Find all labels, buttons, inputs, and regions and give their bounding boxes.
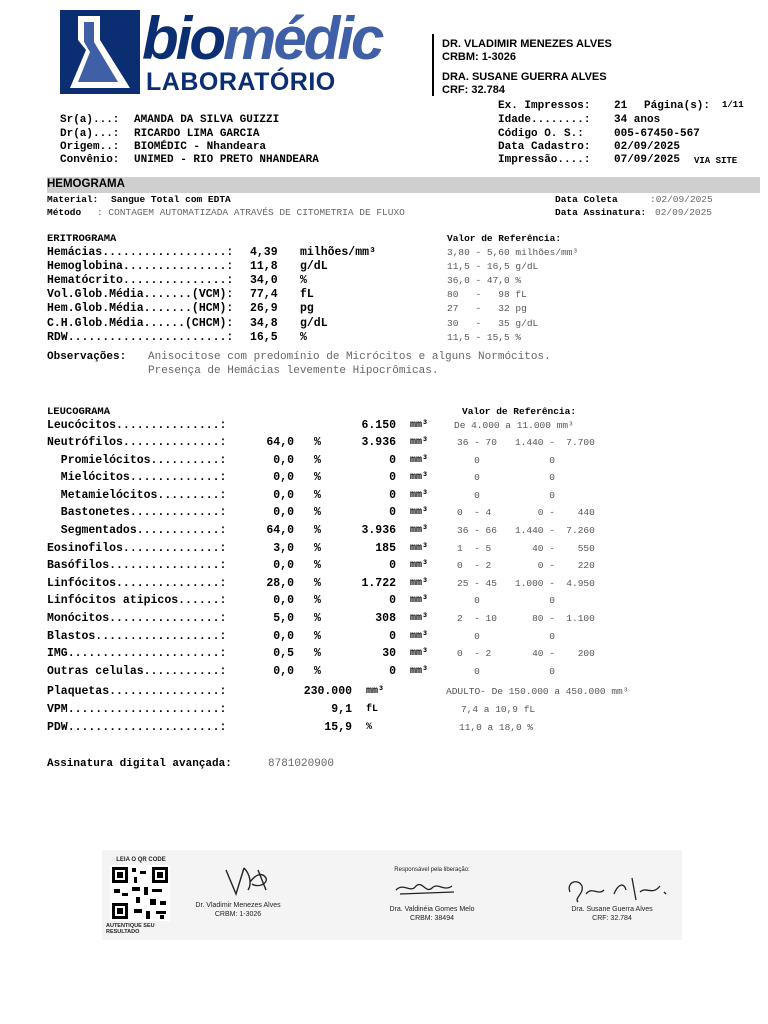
leucograma-row-ref-pct: 25 - 45 (457, 577, 497, 589)
doctor1-name: DR. VLADIMIR MENEZES ALVES (442, 38, 612, 50)
material-value: Sangue Total com EDTA (111, 194, 231, 205)
section-bar (47, 177, 760, 193)
leucograma-row-abs: 3.936 (361, 436, 396, 449)
leucograma-row-ref-pct: 0 (457, 630, 480, 642)
leucograma-row-abs: 0 (389, 594, 396, 608)
doctor-label: Dr(a)...: (60, 128, 120, 140)
leucograma-row-abs: 3.936 (361, 524, 396, 537)
plaquetas-row-value: 15,9 (324, 721, 352, 734)
eritrograma-row-label: Hemácias..................: (47, 246, 234, 259)
doctor1-reg: CRBM: 1-3026 (442, 51, 516, 63)
codigo-value: 005-67450-567 (614, 128, 700, 140)
sig3-name: Dra. Susane Guerra Alves (571, 906, 653, 913)
leucograma-row-label: Segmentados............: (47, 524, 227, 537)
leucograma-row-pct-symbol: % (314, 559, 321, 573)
leucograma-row-unit: mm³ (410, 630, 429, 642)
plaquetas-row-value: 230.000 (303, 685, 352, 698)
plaquetas-row-ref: 7,4 a 10,9 fL (461, 704, 536, 715)
sig1-reg: CRBM: 1-3026 (214, 911, 262, 918)
observacoes-label: Observações: (47, 351, 127, 363)
eritrograma-row-value: 16,5 (250, 330, 278, 344)
leucograma-row-unit: mm³ (410, 648, 429, 660)
leucograma-row-pct-symbol: % (314, 612, 321, 625)
eritrograma-row-ref: 11,5 - 15,5 % (447, 331, 522, 343)
ex-impressos-value: 21 (614, 100, 628, 112)
signature-valdineia-icon (394, 876, 460, 902)
leucograma-row-abs: 0 (389, 506, 396, 520)
leucograma-row-ref-abs: 40 - 200 (515, 648, 595, 660)
leucograma-row-unit: mm³ (410, 577, 429, 589)
data-assinatura-label: Data Assinatura: (555, 207, 647, 218)
leucograma-row-unit: mm³ (410, 437, 429, 448)
convenio-value: UNIMED - RIO PRETO NHANDEARA (134, 154, 319, 166)
leucograma-row-pct: 0,0 (273, 594, 294, 608)
leucograma-row-ref-abs: 0 (515, 595, 555, 607)
leucograma-row-abs: 0 (389, 488, 396, 502)
codigo-label: Código O. S.: (498, 128, 584, 140)
leucograma-row-pct: 0,0 (273, 471, 294, 485)
impressao-value: 07/09/2025 (614, 154, 681, 166)
eritrograma-row-label: Hematócrito...............: (47, 274, 234, 288)
leucograma-row-pct: 0,5 (273, 647, 294, 661)
leucograma-row-abs: 185 (375, 541, 396, 555)
ex-impressos-label: Ex. Impressos: (498, 100, 591, 112)
leucograma-title: LEUCOGRAMA (47, 406, 111, 418)
doctor2-name: DRA. SUSANE GUERRA ALVES (442, 71, 607, 83)
leucograma-row-pct: 5,0 (273, 612, 294, 625)
signature-susane-icon (564, 874, 674, 906)
convenio-label: Convênio: (60, 154, 120, 166)
plaquetas-row-ref: ADULTO- De 150.000 a 450.000 mm³ (446, 686, 629, 697)
data-coleta-value: :02/09/2025 (650, 194, 713, 205)
logo-medic-text: médic (222, 5, 382, 72)
exam-title: HEMOGRAMA (47, 178, 125, 190)
leucograma-row-pct: 64,0 (266, 524, 294, 537)
leucograma-row-pct-symbol: % (314, 664, 321, 678)
leucograma-row-pct-symbol: % (314, 576, 321, 590)
leucocitos-value: 6.150 (361, 419, 396, 432)
leucograma-row-label: Neutrófilos..............: (47, 436, 227, 449)
plaquetas-row-value: 9,1 (331, 703, 352, 716)
leucograma-row-pct: 0,0 (273, 664, 294, 678)
leucograma-row-unit: mm³ (410, 525, 429, 536)
eritrograma-row-value: 77,4 (250, 288, 278, 302)
eritrograma-row-label: C.H.Glob.Média......(CHCM): (47, 316, 234, 330)
responsavel-label: Responsável pela liberação: (394, 867, 470, 873)
patient-label: Sr(a)...: (60, 114, 120, 126)
leucograma-row-unit: mm³ (410, 560, 429, 572)
impressao-label: Impressão....: (498, 154, 591, 166)
qr-bottom-label: AUTENTIQUE SEU RESULTADO (106, 923, 155, 935)
leucograma-row-ref-abs: 40 - 550 (515, 542, 595, 554)
sig3-reg: CRF: 32.784 (592, 915, 632, 922)
qr-top-label: LEIA O QR CODE (116, 857, 166, 863)
leucograma-row-ref-pct: 0 (457, 454, 480, 466)
leucograma-row-pct: 0,0 (273, 506, 294, 520)
pagina-label: Página(s): (644, 100, 711, 112)
eritrograma-row-unit: pg (300, 302, 314, 316)
sig2-name: Dra. Valdinéia Gomes Melo (389, 906, 475, 913)
eritrograma-row-value: 11,8 (250, 260, 278, 274)
leucograma-row-abs: 0 (389, 629, 396, 643)
leucograma-row-unit: mm³ (410, 507, 429, 519)
leucograma-row-ref-pct: 0 (457, 665, 480, 677)
leucograma-row-label: Mielócitos.............: (47, 471, 227, 485)
metodo-value: : CONTAGEM AUTOMATIZADA ATRAVÉS DE CITOMETRIA DE FLUXO (97, 207, 405, 218)
leucograma-row-pct-symbol: % (314, 453, 321, 467)
origem-value: BIOMÉDIC - Nhandeara (134, 141, 267, 153)
qr-code-icon[interactable] (110, 865, 170, 921)
assinatura-digital-code: 8781020900 (268, 758, 335, 770)
leucograma-row-unit: mm³ (410, 454, 429, 466)
logo-laboratorio-text: LABORATÓRIO (146, 68, 336, 96)
leucograma-row-ref-pct: 36 - 66 (457, 525, 497, 536)
leucograma-row-label: Linfócitos atipicos......: (47, 594, 227, 608)
eritrograma-row-label: Hemoglobina...............: (47, 260, 234, 274)
eritrograma-row-value: 4,39 (250, 246, 278, 259)
eritrograma-row-unit: g/dL (300, 316, 328, 330)
eritrograma-row-label: RDW.......................: (47, 330, 234, 344)
leucograma-row-label: IMG......................: (47, 647, 227, 661)
assinatura-digital-label: Assinatura digital avançada: (47, 758, 232, 770)
leucograma-row-ref-abs: 0 (515, 630, 555, 642)
leucograma-row-label: Basófilos................: (47, 559, 227, 573)
leucograma-row-pct: 0,0 (273, 559, 294, 573)
plaquetas-row-unit: % (366, 722, 373, 733)
eritrograma-row-ref: 36,0 - 47,0 % (447, 275, 522, 287)
leucograma-row-label: Bastonetes.............: (47, 506, 227, 520)
data-coleta-label: Data Coleta (555, 194, 618, 205)
leucograma-row-pct-symbol: % (314, 647, 321, 661)
leucograma-row-ref-pct: 36 - 70 (457, 437, 497, 448)
leucograma-row-ref-pct: 0 - 4 (457, 507, 492, 519)
eritrograma-row-ref: 11,5 - 16,5 g/dL (447, 261, 539, 273)
leucograma-row-pct-symbol: % (314, 506, 321, 520)
leucograma-row-pct: 28,0 (266, 576, 294, 590)
via-site-label: VIA SITE (694, 156, 738, 166)
eritrograma-row-unit: % (300, 330, 307, 344)
leucograma-row-pct: 0,0 (273, 629, 294, 643)
pagina-value: 1/11 (722, 100, 744, 110)
leucocitos-label: Leucócitos...............: (47, 419, 227, 432)
plaquetas-row-label: PDW......................: (47, 721, 227, 734)
plaquetas-row-ref: 11,0 a 18,0 % (459, 722, 534, 733)
leucograma-row-ref-abs: 0 (515, 472, 555, 484)
leucograma-row-unit: mm³ (410, 595, 429, 607)
leucograma-row-label: Outras celulas...........: (47, 664, 227, 678)
leucograma-row-pct: 0,0 (273, 453, 294, 467)
leucograma-row-ref-abs: 0 (515, 665, 555, 677)
leucograma-row-abs: 0 (389, 559, 396, 573)
eritrograma-row-label: Vol.Glob.Média.......(VCM): (47, 288, 234, 302)
idade-value: 34 anos (614, 114, 661, 126)
leucograma-row-pct-symbol: % (314, 524, 321, 537)
eritrograma-row-unit: milhões/mm³ (300, 246, 376, 259)
eritrograma-row-ref: 30 - 35 g/dL (447, 317, 539, 329)
material-label: Material: (47, 194, 99, 205)
leucograma-row-label: Metamielócitos.........: (47, 488, 227, 502)
eritrograma-row-value: 34,8 (250, 316, 278, 330)
leucograma-row-ref-abs: 0 - 220 (515, 560, 595, 572)
leucograma-row-unit: mm³ (410, 489, 429, 501)
idade-label: Idade........: (498, 114, 591, 126)
eritrograma-ref-title: Valor de Referência: (447, 233, 562, 244)
leucograma-row-ref-abs: 0 (515, 489, 555, 501)
lab-logo (60, 5, 382, 96)
leucograma-row-ref-abs: 1.440 - 7.700 (515, 437, 595, 448)
leucograma-row-ref-pct: 2 - 10 (457, 613, 497, 624)
observacoes-line1: Anisocitose com predomínio de Micrócitos e alguns Normócitos. (148, 351, 551, 363)
leucograma-row-abs: 0 (389, 453, 396, 467)
leucograma-row-pct-symbol: % (314, 629, 321, 643)
leucograma-row-pct-symbol: % (314, 594, 321, 608)
leucograma-row-pct-symbol: % (314, 488, 321, 502)
metodo-label: Método (47, 207, 82, 218)
leucograma-row-unit: mm³ (410, 472, 429, 484)
leucograma-row-abs: 308 (375, 612, 396, 625)
leucograma-row-abs: 1.722 (361, 576, 396, 590)
eritrograma-row-ref: 27 - 32 pg (447, 303, 527, 315)
plaquetas-row-unit: fL (366, 704, 379, 715)
leucograma-row-ref-pct: 0 - 2 (457, 648, 492, 660)
plaquetas-row-label: VPM......................: (47, 703, 227, 716)
leucocitos-ref: De 4.000 a 11.000 mm³ (454, 420, 574, 431)
eritrograma-row-ref: 80 - 98 fL (447, 289, 527, 301)
leucograma-row-ref-pct: 1 - 5 (457, 542, 492, 554)
leucograma-row-ref-abs: 1.440 - 7.260 (515, 525, 595, 536)
leucograma-row-label: Blastos..................: (47, 629, 227, 643)
eritrograma-row-label: Hem.Glob.Média.......(HCM): (47, 302, 234, 316)
leucograma-row-pct-symbol: % (314, 541, 321, 555)
data-assinatura-value: 02/09/2025 (655, 207, 713, 218)
doctor2-reg: CRF: 32.784 (442, 84, 505, 96)
plaquetas-row-label: Plaquetas................: (47, 685, 227, 698)
cadastro-value: 02/09/2025 (614, 141, 681, 153)
eritrograma-row-ref: 3,80 - 5,60 milhões/mm³ (447, 247, 579, 258)
leucograma-row-pct-symbol: % (314, 471, 321, 485)
leucograma-row-label: Linfócitos...............: (47, 576, 227, 590)
leucograma-row-pct: 0,0 (273, 488, 294, 502)
doctor-name: RICARDO LIMA GARCIA (134, 128, 260, 140)
leucograma-row-pct-symbol: % (314, 436, 321, 449)
plaquetas-row-unit: mm³ (366, 686, 385, 697)
leucograma-row-pct: 64,0 (266, 436, 294, 449)
header-divider (432, 34, 434, 96)
leucograma-row-ref-pct: 0 (457, 472, 480, 484)
leucograma-row-label: Promielócitos..........: (47, 453, 227, 467)
patient-name: AMANDA DA SILVA GUIZZI (134, 114, 280, 126)
leucograma-row-label: Monócitos................: (47, 612, 227, 625)
leucograma-row-ref-pct: 0 (457, 489, 480, 501)
eritrograma-title: ERITROGRAMA (47, 233, 117, 245)
leucograma-row-ref-pct: 0 (457, 595, 480, 607)
sig2-reg: CRBM: 38494 (410, 915, 454, 922)
flask-logo-icon (60, 10, 140, 94)
eritrograma-row-unit: % (300, 274, 307, 288)
leucograma-row-ref-pct: 0 - 2 (457, 560, 492, 572)
signature-vladimir-icon (222, 860, 272, 902)
leucograma-row-unit: mm³ (410, 665, 429, 677)
eritrograma-row-unit: fL (300, 288, 314, 302)
eritrograma-row-value: 26,9 (250, 302, 278, 316)
leucograma-row-ref-abs: 80 - 1.100 (515, 613, 595, 624)
leucocitos-unit: mm³ (410, 420, 429, 431)
logo-bio-text: bio (142, 5, 223, 72)
leucograma-row-ref-abs: 0 (515, 454, 555, 466)
leucograma-row-abs: 0 (389, 664, 396, 678)
leucograma-row-ref-abs: 1.000 - 4.950 (515, 577, 595, 589)
leucograma-row-unit: mm³ (410, 613, 429, 624)
leucograma-row-abs: 30 (382, 647, 396, 661)
leucograma-row-ref-abs: 0 - 440 (515, 507, 595, 519)
eritrograma-row-value: 34,0 (250, 274, 278, 288)
leucograma-row-pct: 3,0 (273, 541, 294, 555)
leucograma-ref-title: Valor de Referência: (462, 406, 577, 417)
sig1-name: Dr. Vladimir Menezes Alves (195, 902, 281, 909)
eritrograma-row-unit: g/dL (300, 260, 328, 274)
leucograma-row-abs: 0 (389, 471, 396, 485)
cadastro-label: Data Cadastro: (498, 141, 591, 153)
leucograma-row-label: Eosinofilos..............: (47, 541, 227, 555)
observacoes-line2: Presença de Hemácias levemente Hipocrômicas. (148, 365, 439, 377)
origem-label: Origem..: (60, 141, 120, 153)
leucograma-row-unit: mm³ (410, 542, 429, 554)
